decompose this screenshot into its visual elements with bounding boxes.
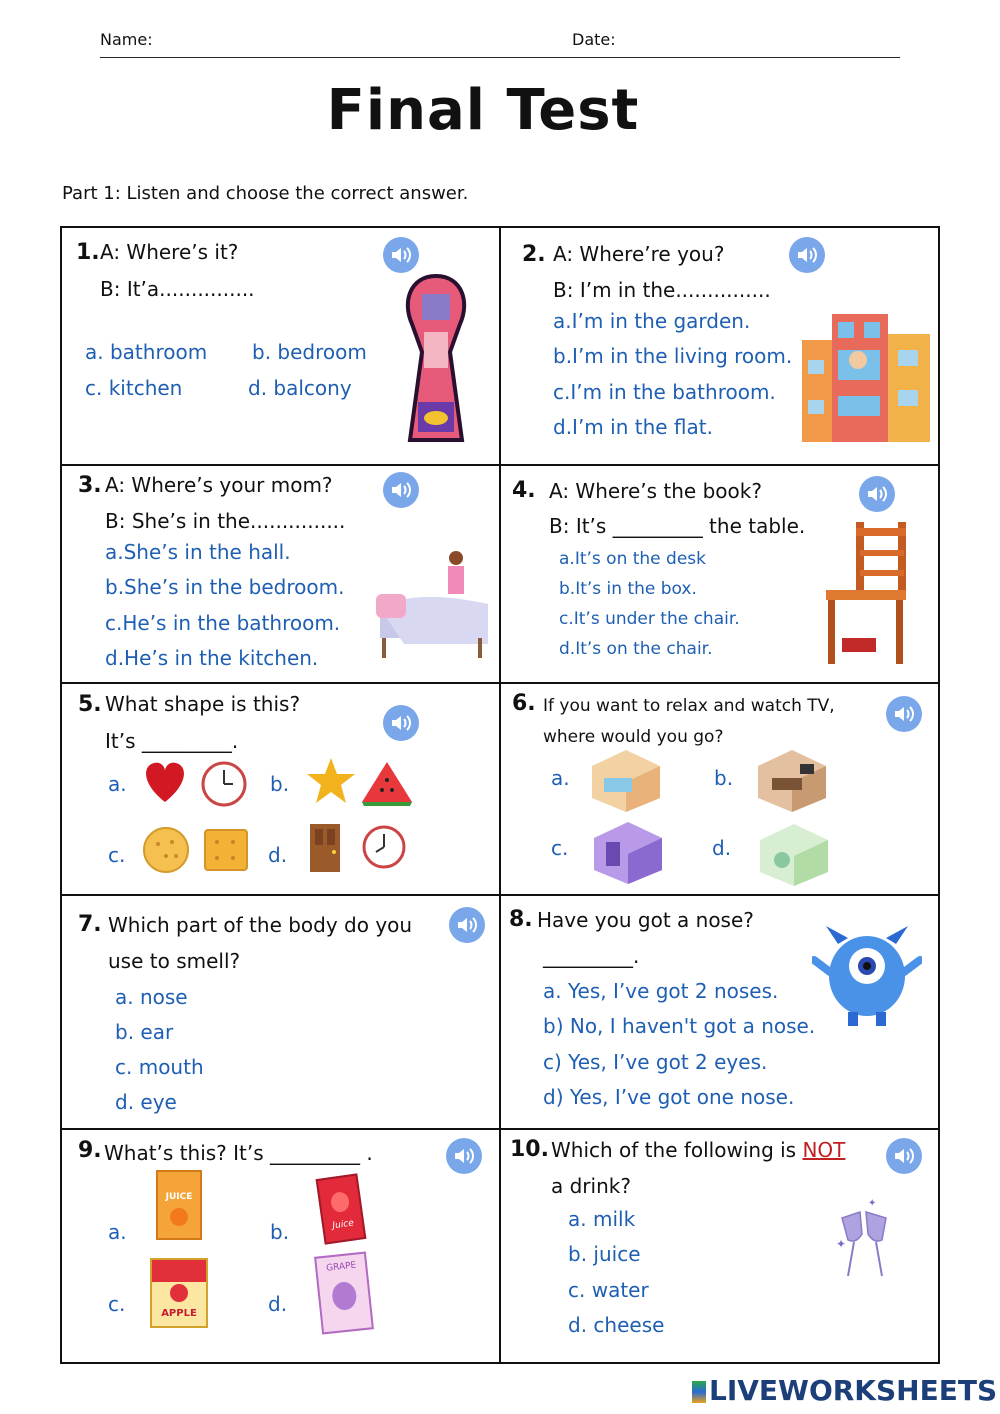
answer-option[interactable]: b. juice [568, 1242, 641, 1266]
answer-option[interactable]: c. water [568, 1278, 649, 1302]
speaker-icon[interactable] [859, 476, 895, 512]
speaker-icon[interactable] [886, 696, 922, 732]
answer-option[interactable]: d. [268, 843, 288, 867]
name-label: Name: [100, 30, 153, 49]
answer-option[interactable]: c.I’m in the bathroom. [553, 380, 776, 404]
carton-text: JUICE [165, 1192, 193, 1202]
grid-row-divider [60, 1128, 940, 1130]
bedroom-room-icon [590, 748, 662, 814]
speaker-icon[interactable] [886, 1138, 922, 1174]
svg-text:✦: ✦ [868, 1198, 877, 1209]
answer-option[interactable]: a. nose [115, 985, 188, 1009]
heart-icon [140, 758, 190, 804]
answer-option[interactable]: d.He’s in the kitchen. [105, 646, 319, 670]
answer-option[interactable]: b. [270, 772, 290, 796]
answer-option[interactable]: a. bathroom [85, 340, 208, 364]
svg-text:✦: ✦ [836, 1237, 847, 1251]
answer-option[interactable]: b) No, I haven't got a nose. [543, 1014, 816, 1038]
answer-option[interactable]: a. [551, 766, 570, 790]
chair-with-book-image [822, 520, 910, 666]
question-line: A: Where’s your mom? [105, 473, 333, 497]
grape-juice-carton-image [314, 1251, 374, 1334]
answer-option[interactable]: d. [268, 1292, 288, 1316]
grid-row-divider [60, 464, 940, 466]
round-cracker-icon [142, 826, 190, 874]
question-line: a drink? [551, 1174, 631, 1198]
part1-instructions: Part 1: Listen and choose the correct answer. [62, 183, 469, 204]
question-line: where would you go? [543, 727, 724, 747]
answer-option[interactable]: d. eye [115, 1090, 177, 1114]
question-line: What’s this? It’s _________ . [104, 1141, 373, 1165]
watermelon-icon [360, 760, 414, 806]
clock-icon [200, 760, 248, 808]
answer-option[interactable]: b.She’s in the bedroom. [105, 575, 345, 599]
speaker-icon[interactable] [789, 237, 825, 273]
question-line: use to smell? [108, 949, 241, 973]
answer-option[interactable]: a. Yes, I’ve got 2 noses. [543, 979, 779, 1003]
question-number: 2. [522, 242, 546, 267]
answer-option[interactable]: d. [712, 836, 732, 860]
answer-option[interactable]: a. [108, 1220, 127, 1244]
question-number: 4. [512, 478, 536, 503]
answer-option[interactable]: a.She’s in the hall. [105, 540, 291, 564]
answer-option[interactable]: c.He’s in the bathroom. [105, 611, 341, 635]
answer-option[interactable]: b. bedroom [252, 340, 367, 364]
answer-option[interactable]: a.It’s on the desk [559, 549, 706, 569]
orange-icon [170, 1208, 188, 1226]
question-number: 5. [78, 692, 102, 717]
answer-option[interactable]: c. [108, 1292, 126, 1316]
square-cracker-icon [203, 828, 249, 872]
grapes-icon [331, 1281, 358, 1311]
liveworksheets-logo [692, 1374, 997, 1407]
question-number: 10. [510, 1137, 549, 1162]
question-number: 6. [512, 691, 536, 716]
question-number: 8. [509, 907, 533, 932]
answer-option[interactable]: d.I’m in the flat. [553, 415, 713, 439]
question-line: B: I’m in the............... [553, 278, 771, 302]
question-line: It’s _________. [105, 729, 239, 753]
answer-option[interactable]: d. cheese [568, 1313, 665, 1337]
question-number: 9. [78, 1138, 102, 1163]
answer-option[interactable]: d. balcony [248, 376, 352, 400]
question-line: A: Where’s it? [100, 240, 239, 264]
question-number: 7. [78, 912, 102, 937]
question-line: Which part of the body do you [108, 913, 413, 937]
wine-glasses-image [832, 1198, 896, 1282]
answer-option[interactable]: d) Yes, I’ve got one nose. [543, 1085, 795, 1109]
grid-row-divider [60, 894, 940, 896]
keyhole-bedroom-image [400, 272, 472, 446]
speaker-icon[interactable] [449, 907, 485, 943]
strawberry-juice-box-image [316, 1173, 367, 1244]
carton-text: GRAPE [325, 1260, 357, 1274]
answer-option[interactable]: b. [714, 766, 734, 790]
speaker-icon[interactable] [446, 1138, 482, 1174]
answer-option[interactable]: c. kitchen [85, 376, 183, 400]
question-line: If you want to relax and watch TV, [543, 696, 835, 716]
answer-option[interactable]: b.It’s in the box. [559, 579, 697, 599]
answer-option[interactable]: a. [108, 772, 127, 796]
question-line: Have you got a nose? [537, 908, 754, 932]
question-line: What shape is this? [105, 692, 301, 716]
star-icon [305, 756, 357, 806]
clock-icon [361, 824, 407, 870]
logo-text: LIVEWORKSHEETS [709, 1374, 998, 1407]
orange-juice-carton-image [156, 1170, 202, 1240]
date-label: Date: [572, 30, 616, 49]
question-line: B: It’a............... [100, 277, 255, 301]
answer-option[interactable]: a.I’m in the garden. [553, 309, 751, 333]
answer-option[interactable]: c) Yes, I’ve got 2 eyes. [543, 1050, 768, 1074]
carton-text: APPLE [161, 1308, 197, 1319]
apartment-building-image [798, 310, 934, 442]
living-room-icon [756, 748, 828, 814]
kitchen-room-icon [592, 820, 664, 886]
apple-juice-carton-image [150, 1258, 208, 1328]
door-icon [308, 822, 342, 874]
speaker-icon[interactable] [383, 472, 419, 508]
not-emphasis: NOT [802, 1138, 846, 1162]
question-number: 1. [76, 240, 100, 265]
speaker-icon[interactable] [383, 237, 419, 273]
laundry-room-icon [758, 822, 830, 888]
strawberry-icon [330, 1191, 351, 1213]
answer-option[interactable]: d.It’s on the chair. [559, 639, 713, 659]
page-title: Final Test [326, 78, 640, 143]
speaker-icon[interactable] [383, 705, 419, 741]
carton-text: Juice [331, 1218, 355, 1232]
question-number: 3. [78, 473, 102, 498]
question-line-text: Which of the following is [551, 1138, 797, 1162]
question-line: B: She’s in the............... [105, 509, 346, 533]
grid-row-divider [60, 682, 940, 684]
answer-option[interactable]: c.It’s under the chair. [559, 609, 740, 629]
answer-option[interactable]: a. milk [568, 1207, 636, 1231]
header-rule [100, 57, 900, 58]
answer-option[interactable]: c. [551, 836, 569, 860]
answer-option[interactable]: b. ear [115, 1020, 174, 1044]
answer-option[interactable]: c. [108, 843, 126, 867]
question-line: A: Where’s the book? [549, 479, 762, 503]
blue-monster-image [812, 922, 922, 1028]
question-line: A: Where’re you? [553, 242, 725, 266]
answer-option[interactable]: b. [270, 1220, 290, 1244]
question-line: _________. [543, 944, 640, 968]
answer-option[interactable]: b.I’m in the living room. [553, 344, 793, 368]
question-line: B: It’s _________ the table. [549, 514, 806, 538]
answer-option[interactable]: c. mouth [115, 1055, 204, 1079]
logo-icon [692, 1381, 706, 1403]
woman-making-bed-image [374, 548, 492, 660]
apple-icon [170, 1284, 188, 1302]
grid-divider [499, 226, 501, 1364]
question-line [551, 1138, 845, 1162]
